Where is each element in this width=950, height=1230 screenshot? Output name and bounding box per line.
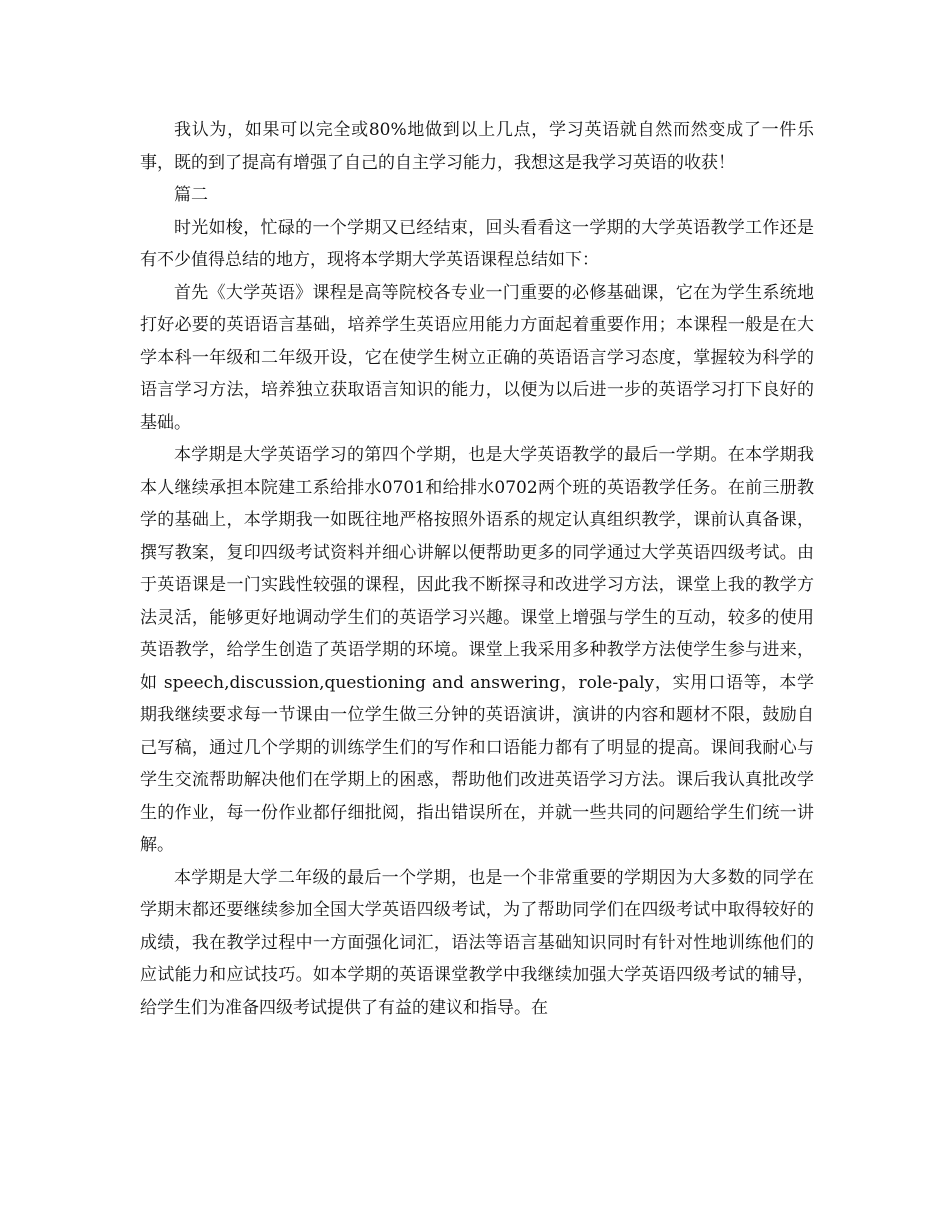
paragraph-teaching-methods: 本学期是大学英语学习的第四个学期，也是大学英语教学的最后一学期。在本学期我本人继续承担本院建工系给排水0701和给排水0702两个班的英语教学任务。在前三册教学的基础上，本学期我一如既往地严格按照外语系的规定认真组织教学，课前认真备课，撰写教案，复印四级考试资料并细心讲解以便帮助更多的同学通过大学英语四级考试。由于英语课是一门实践性较强的课程，因此我不断探寻和改进学习方法，课堂上我的教学方法灵活，能够更好地调动学生们的英语学习兴趣。课堂上增强与学生的互动，较多的使用英语教学，给学生创造了英语学期的环境。课堂上我采用多种教学方法使学生参与进来，如 speech,discussion,questioning and answering，role-paly，实用口语等，本学期我继续要求每一节课由一位学生做三分钟的英语演讲，演讲的内容和题材不限，鼓励自己写稿，通过几个学期的训练学生们的写作和口语能力都有了明显的提高。课间我耐心与学生交流帮助解决他们在学期上的困惑，帮助他们改进英语学习方法。课后我认真批改学生的作业，每一份作业都仔细批阅，指出错误所在，并就一些共同的问题给学生们统一讲解。 [140, 445, 814, 855]
paragraph-conclusion: 我认为，如果可以完全或80%地做到以上几点，学习英语就自然而然变成了一件乐事，既的到了提高有增强了自己的自主学习能力，我想这是我学习英语的收获！ [140, 120, 814, 173]
paragraph-cet4-preparation: 本学期是大学二年级的最后一个学期，也是一个非常重要的学期因为大多数的同学在学期末都还要继续参加全国大学英语四级考试，为了帮助同学们在四级考试中取得较好的成绩，我在教学过程中一方面强化词汇，语法等语言基础知识同时有针对性地训练他们的应试能力和应试技巧。如本学期的英语课堂教学中我继续加强大学英语四级考试的辅导，给学生们为准备四级考试提供了有益的建议和指导。在 [140, 867, 814, 1018]
paragraph-course-description: 首先《大学英语》课程是高等院校各专业一门重要的必修基础课，它在为学生系统地打好必要的英语语言基础，培养学生英语应用能力方面起着重要作用；本课程一般是在大学本科一年级和二年级开设，它在使学生树立正确的英语语言学习态度，掌握较为科学的语言学习方法，培养独立获取语言知识的能力，以便为以后进一步的英语学习打下良好的基础。 [140, 282, 814, 433]
section-heading: 篇二 [174, 185, 208, 205]
document-body [140, 114, 814, 1024]
paragraph-intro: 时光如梭，忙碌的一个学期又已经结束，回头看看这一学期的大学英语教学工作还是有不少值得总结的地方，现将本学期大学英语课程总结如下： [140, 217, 814, 270]
